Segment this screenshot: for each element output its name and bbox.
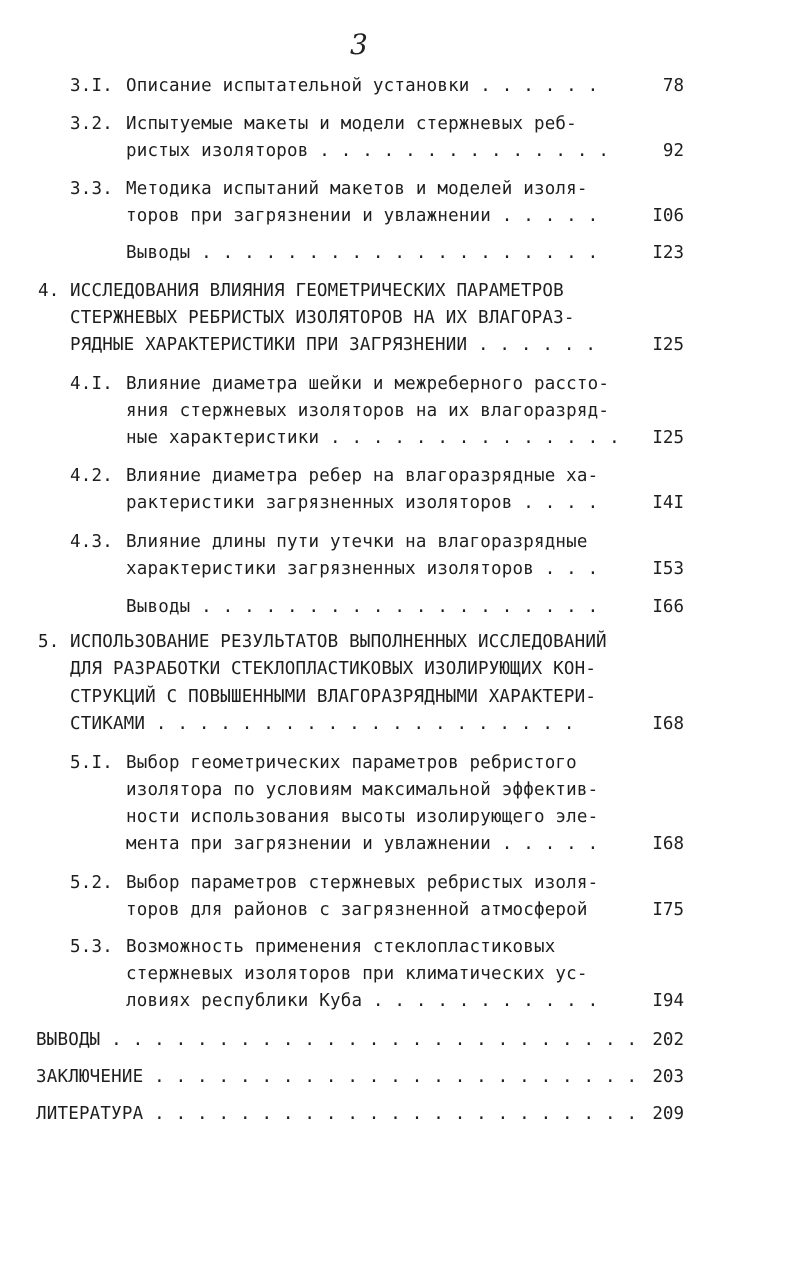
entry-page: I68 (652, 834, 684, 854)
entry-title-line: рактеристики загрязненных изоляторов . . . . (126, 493, 599, 513)
entry-page: 209 (652, 1104, 684, 1124)
entry-page: 78 (662, 76, 684, 96)
entry-title-line: ристых изоляторов . . . . . . . . . . . . . . (126, 141, 610, 161)
entry-page: I75 (652, 900, 684, 920)
entry-number: 3.3. (70, 179, 113, 199)
entry-number: 3.2. (70, 114, 113, 134)
entry-title-line: Выводы . . . . . . . . . . . . . . . . . . . (126, 597, 599, 617)
entry-title-line: ЗАКЛЮЧЕНИЕ . . . . . . . . . . . . . . . . . . . . . . . (36, 1067, 638, 1087)
entry-title-line: ВЫВОДЫ . . . . . . . . . . . . . . . . . . . . . . . . . (36, 1030, 638, 1050)
entry-title-line: Выводы . . . . . . . . . . . . . . . . . . . (126, 243, 599, 263)
chapter-number: 5. (38, 632, 60, 652)
entry-title-line: ловиях республики Куба . . . . . . . . . . . (126, 991, 599, 1011)
entry-page: I66 (652, 597, 684, 617)
entry-title-line: изолятора по условиям максимальной эффектив- (126, 780, 599, 800)
entry-page: I4I (652, 493, 684, 513)
chapter-title-line: РЯДНЫЕ ХАРАКТЕРИСТИКИ ПРИ ЗАГРЯЗНЕНИИ . . . . . . (70, 335, 597, 355)
page-number: 3 (350, 28, 368, 61)
entry-number: 5.2. (70, 873, 113, 893)
entry-title-line: Выбор параметров стержневых ребристых изоля- (126, 873, 599, 893)
chapter-number: 4. (38, 281, 60, 301)
entry-title-line: торов для районов с загрязненной атмосферой (126, 900, 588, 920)
entry-title-line: характеристики загрязненных изоляторов . . . (126, 559, 599, 579)
entry-title-line: Испытуемые макеты и модели стержневых реб- (126, 114, 577, 134)
entry-title-line: ЛИТЕРАТУРА . . . . . . . . . . . . . . . . . . . . . . . (36, 1104, 638, 1124)
entry-number: 5.3. (70, 937, 113, 957)
entry-title-line: торов при загрязнении и увлажнении . . . . . (126, 206, 599, 226)
entry-page: 202 (652, 1030, 684, 1050)
entry-page: I94 (652, 991, 684, 1011)
entry-page: I68 (652, 714, 684, 734)
entry-title-line: Влияние длины пути утечки на влагоразрядные (126, 532, 588, 552)
entry-number: 5.I. (70, 753, 113, 773)
entry-page: I25 (652, 428, 684, 448)
chapter-title-line: ИСПОЛЬЗОВАНИЕ РЕЗУЛЬТАТОВ ВЫПОЛНЕННЫХ ИССЛЕДОВАНИЙ (70, 632, 607, 652)
entry-title-line: мента при загрязнении и увлажнении . . . . . (126, 834, 599, 854)
entry-title-line: Возможность применения стеклопластиковых (126, 937, 556, 957)
entry-page: I06 (652, 206, 684, 226)
entry-page: I25 (652, 335, 684, 355)
entry-page: 92 (662, 141, 684, 161)
entry-title-line: Методика испытаний макетов и моделей изоля- (126, 179, 588, 199)
entry-number: 4.2. (70, 466, 113, 486)
chapter-title-line: СТЕРЖНЕВЫХ РЕБРИСТЫХ ИЗОЛЯТОРОВ НА ИХ ВЛАГОРАЗ- (70, 308, 575, 328)
entry-title-line: стержневых изоляторов при климатических ус- (126, 964, 588, 984)
entry-title-line: ные характеристики . . . . . . . . . . . . . . (126, 428, 620, 448)
chapter-title-line: СТИКАМИ . . . . . . . . . . . . . . . . . . . . (70, 714, 575, 734)
entry-number: 4.I. (70, 374, 113, 394)
entry-title-line: ности использования высоты изолирующего эле- (126, 807, 599, 827)
entry-title-line: Влияние диаметра шейки и межреберного рассто- (126, 374, 610, 394)
chapter-title-line: ДЛЯ РАЗРАБОТКИ СТЕКЛОПЛАСТИКОВЫХ ИЗОЛИРУЮЩИХ КОН- (70, 659, 597, 679)
entry-title-line: Выбор геометрических параметров ребристого (126, 753, 577, 773)
entry-page: I53 (652, 559, 684, 579)
entry-page: 203 (652, 1067, 684, 1087)
entry-title-line: Влияние диаметра ребер на влагоразрядные ха- (126, 466, 599, 486)
entry-title-line: Описание испытательной установки . . . . . . (126, 76, 599, 96)
entry-title-line: яния стержневых изоляторов на их влагоразряд- (126, 401, 610, 421)
chapter-title-line: ИССЛЕДОВАНИЯ ВЛИЯНИЯ ГЕОМЕТРИЧЕСКИХ ПАРАМЕТРОВ (70, 281, 564, 301)
entry-number: 4.3. (70, 532, 113, 552)
entry-number: 3.I. (70, 76, 113, 96)
entry-page: I23 (652, 243, 684, 263)
chapter-title-line: СТРУКЦИЙ С ПОВЫШЕННЫМИ ВЛАГОРАЗРЯДНЫМИ ХАРАКТЕРИ- (70, 687, 597, 707)
